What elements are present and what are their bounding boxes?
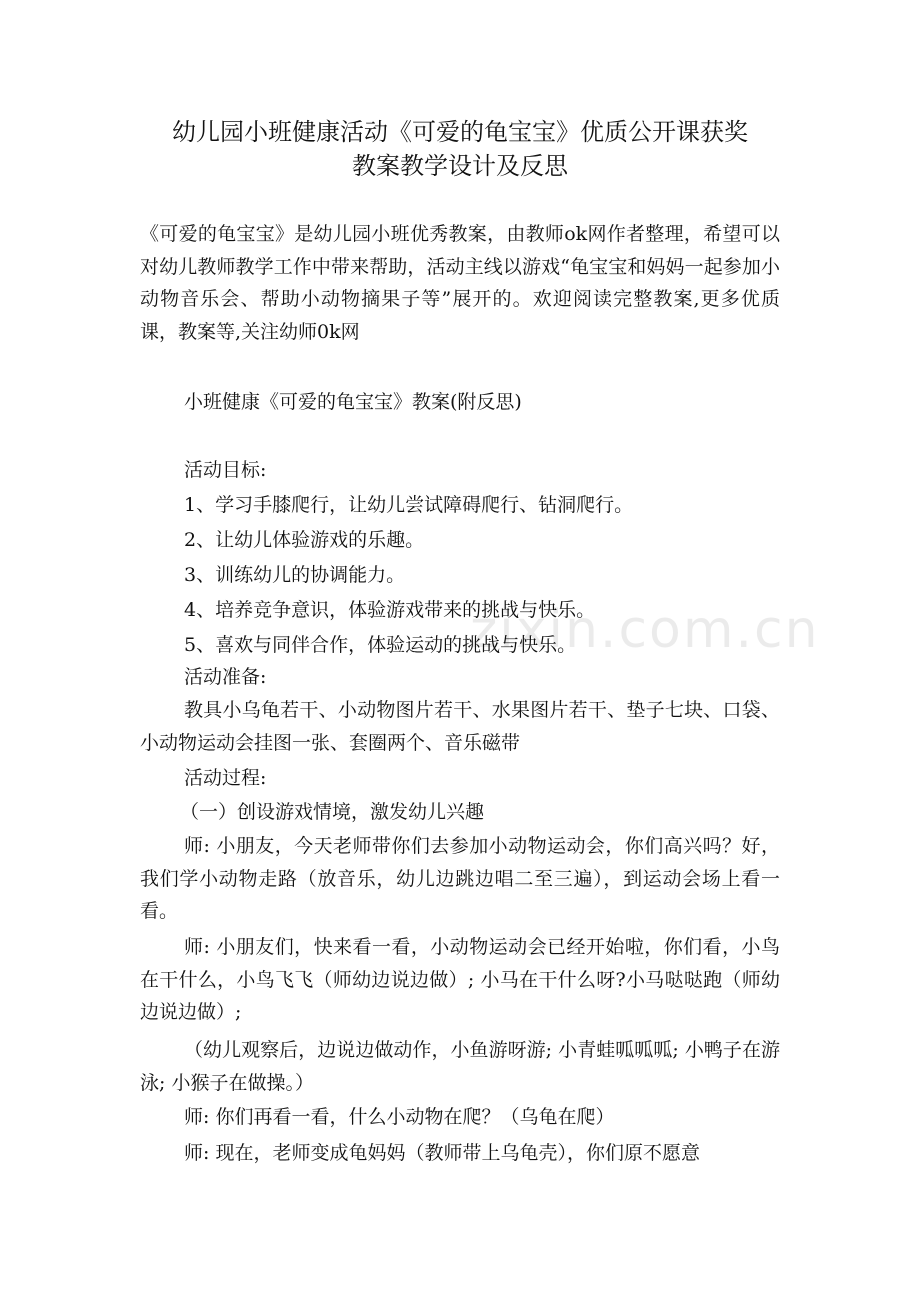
goal-item: 5、喜欢与同伴合作，体验运动的挑战与快乐。 (184, 634, 577, 656)
watermark: zixin.com.cn (470, 600, 820, 660)
prep-paragraph: 教具小乌龟若干、小动物图片若干、水果图片若干、垫子七块、口袋、 小动物运动会挂图一张、套圈两个、音乐磁带 (140, 699, 780, 754)
dialogue-paragraph-1: 师: 小朋友，今天老师带你们去参加小动物运动会，你们高兴吗？好，我们学小动物走路（放音乐，幼儿边跳边唱二至三遍），到运动会场上看一看。 (140, 835, 780, 922)
process-heading: 活动过程: (184, 767, 267, 789)
step1-heading: （一）创设游戏情境，激发幼儿兴趣 (180, 801, 485, 823)
goals-heading: 活动目标: (184, 459, 267, 481)
dialogue-paragraph-4: 师: 你们再看一看，什么小动物在爬？（乌龟在爬） (184, 1106, 615, 1128)
subtitle: 小班健康《可爱的龟宝宝》教案(附反思) (184, 391, 522, 413)
goal-item: 4、培养竞争意识，体验游戏带来的挑战与快乐。 (184, 599, 596, 621)
dialogue-paragraph-3: （幼儿观察后，边说边做动作，小鱼游呀游; 小青蛙呱呱呱; 小鸭子在游泳; 小猴子在做操。） (140, 1039, 780, 1094)
prep-heading: 活动准备: (184, 666, 267, 688)
intro-paragraph: 《可爱的龟宝宝》是幼儿园小班优秀教案，由教师ok网作者整理，希望可以对幼儿教师教学工作中带来帮助，活动主线以游戏“龟宝宝和妈妈一起参加小动物音乐会、帮助小动物摘果子等”展开的。欢迎阅读完整教案,更多优质课，教案等,关注幼师0k网 (140, 223, 780, 343)
goal-item: 2、让幼儿体验游戏的乐趣。 (184, 529, 425, 551)
title-line-1: 幼儿园小班健康活动《可爱的龟宝宝》优质公开课获奖 (172, 118, 748, 146)
dialogue-paragraph-2: 师: 小朋友们，快来看一看，小动物运动会已经开始啦，你们看，小鸟在干什么，小鸟飞飞（师幼边说边做）; 小马在干什么呀?小马哒哒跑（师幼边说边做）; (140, 936, 780, 1023)
dialogue-paragraph-5: 师: 现在，老师变成龟妈妈（教师带上乌龟壳），你们原不愿意 (184, 1142, 700, 1164)
title-line-2: 教案教学设计及反思 (352, 152, 568, 180)
goal-item: 1、学习手膝爬行，让幼儿尝试障碍爬行、钻洞爬行。 (184, 494, 634, 516)
goal-item: 3、训练幼儿的协调能力。 (184, 564, 406, 586)
